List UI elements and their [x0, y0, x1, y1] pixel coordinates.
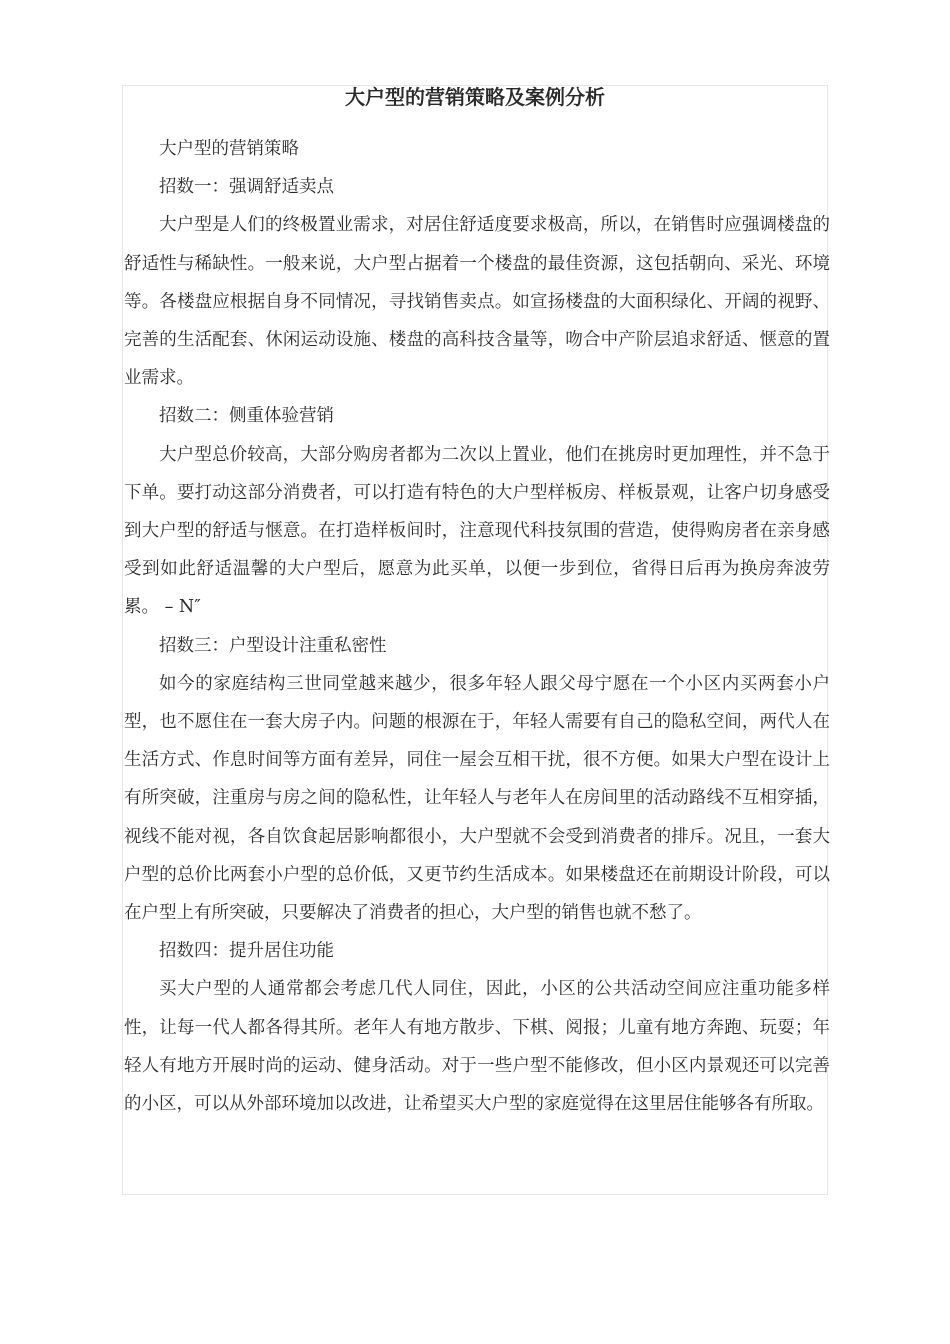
subheading-tactic-3: 招数三：户型设计注重私密性 — [159, 635, 387, 656]
subheading-tactic-1: 招数一：强调舒适卖点 — [159, 177, 334, 198]
body-paragraph-3: 如今的家庭结构三世同堂越来越少，很多年轻人跟父母宁愿在一个小区内买两套小户型，也不愿住在一套大房子内。问题的根源在于，年轻人需要有自己的隐私空间，两代人在生活方式、作息时间等方面有差异，同住一屋会互相干扰，很不方便。如果大户型在设计上有所突破，注重房与房之间的隐私性，让年轻人与老年人在房间里的活动路线不互相穿插，视线不能对视，各自饮食起居影响都很小，大户型就不会受到消费者的排斥。况且，一套大户型的总价比两套小户型的总价低，又更节约生活成本。如果楼盘还在前期设计阶段，可以在户型上有所突破，只要解决了消费者的担心，大户型的销售也就不愁了。 — [124, 673, 830, 924]
body-paragraph-2: 大户型总价较高，大部分购房者都为二次以上置业，他们在挑房时更加理性，并不急于下单。要打动这部分消费者，可以打造有特色的大户型样板房、样板景观，让客户切身感受到大户型的舒适与惬意。在打造样板间时，注意现代科技氛围的营造，使得购房者在亲身感受到如此舒适温馨的大户型后，愿意为此买单，以便一步到位，省得日后再为换房奔波劳累。 – N″ — [124, 444, 830, 618]
section-heading: 大户型的营销策略 — [159, 139, 299, 159]
document-body — [124, 130, 830, 1123]
body-paragraph-1: 大户型是人们的终极置业需求，对居住舒适度要求极高，所以，在销售时应强调楼盘的舒适性与稀缺性。一般来说，大户型占据着一个楼盘的最佳资源，这包括朝向、采光、环境等。各楼盘应根据自身不同情况，寻找销售卖点。如宣扬楼盘的大面积绿化、开阔的视野、完善的生活配套、休闲运动设施、楼盘的高科技含量等，吻合中产阶层追求舒适、惬意的置业需求。 — [124, 215, 830, 389]
subheading-tactic-4: 招数四：提升居住功能 — [159, 941, 334, 962]
body-paragraph-4: 买大户型的人通常都会考虑几代人同住，因此，小区的公共活动空间应注重功能多样性，让每一代人都各得其所。老年人有地方散步、下棋、阅报；儿童有地方奔跑、玩耍；年轻人有地方开展时尚的运动、健身活动。对于一些户型不能修改，但小区内景观还可以完善的小区，可以从外部环境加以改进，让希望买大户型的家庭觉得在这里居住能够各有所取。 — [124, 979, 830, 1115]
subheading-tactic-2: 招数二：侧重体验营销 — [159, 406, 334, 427]
document-title: 大户型的营销策略及案例分析 — [345, 85, 605, 109]
